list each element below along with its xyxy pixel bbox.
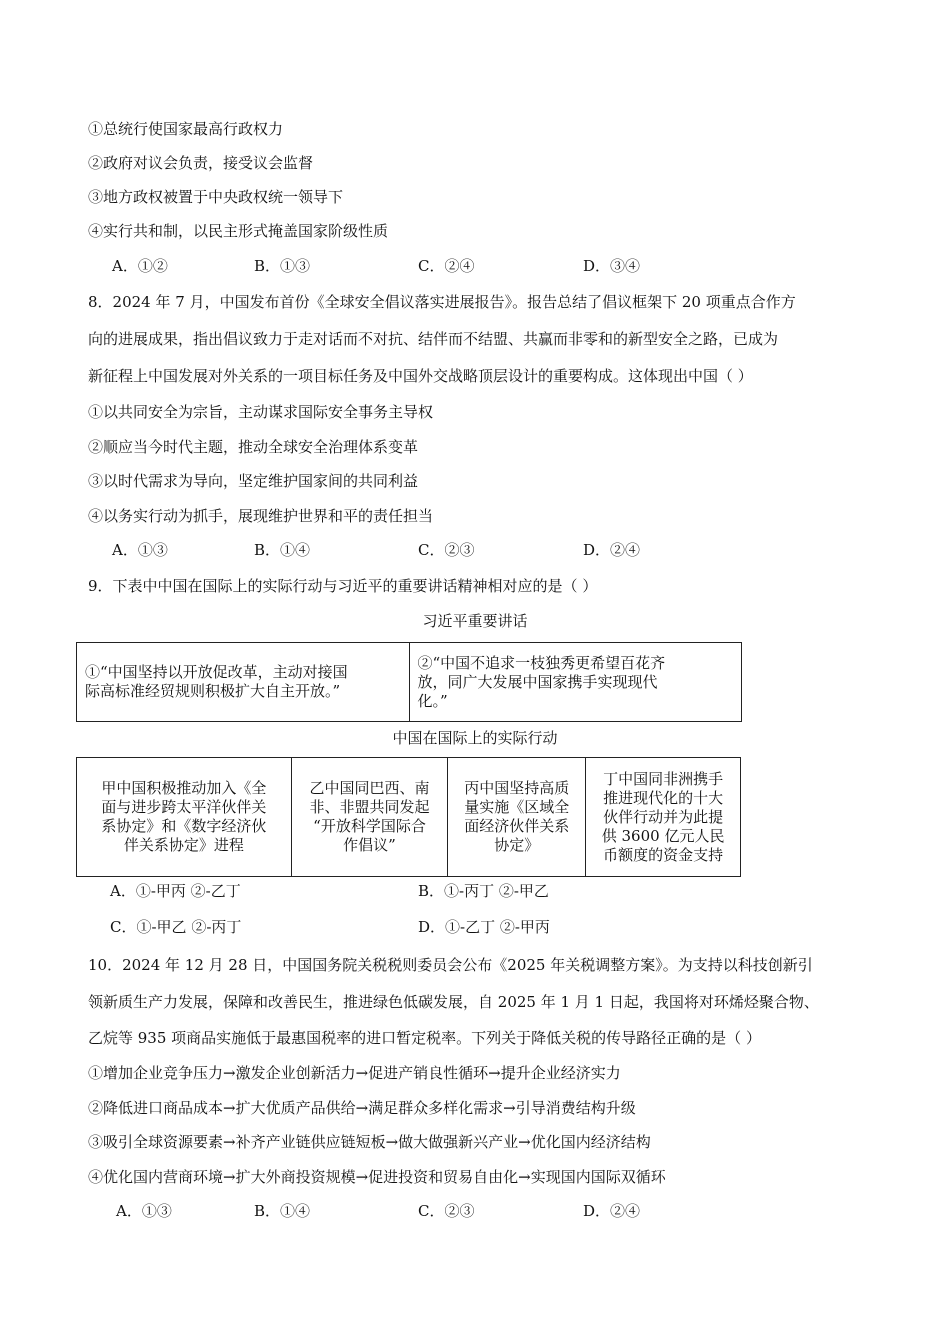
action-jia-line-1: 甲中国积极推动加入《全 xyxy=(101,779,267,797)
action-ding-line-2: 推进现代化的十大 xyxy=(603,788,724,807)
q8-stem-line-1: 8．2024 年 7 月，中国发布首份《全球安全倡议落实进展报告》。报告总结了倡议框架下 20 项重点合作方 xyxy=(88,293,796,311)
q8-option-c[interactable]: C．②③ xyxy=(418,541,475,559)
action-yi-line-1: 乙中国同巴西、南 xyxy=(309,779,430,797)
action-cell-ding xyxy=(586,758,741,877)
action-ding-line-1: 丁中国同非洲携手 xyxy=(603,769,724,788)
q9-option-c[interactable]: C．①-甲乙 ②-丙丁 xyxy=(110,918,242,936)
q10-item-1: ①增加企业竞争压力→激发企业创新活力→促进产销良性循环→提升企业经济实力 xyxy=(88,1064,621,1082)
q10-option-c[interactable]: C．②③ xyxy=(418,1202,475,1220)
q7-item-3: ③地方政权被置于中央政权统一领导下 xyxy=(88,188,344,206)
q8-item-3: ③以时代需求为导向，坚定维护国家间的共同利益 xyxy=(88,472,419,490)
action-yi-line-4: 作倡议” xyxy=(343,836,396,854)
action-bing-line-2: 量实施《区域全 xyxy=(464,798,570,816)
actions-table xyxy=(76,757,741,877)
action-ding-line-5: 币额度的资金支持 xyxy=(603,845,724,864)
action-bing-line-1: 丙中国坚持高质 xyxy=(464,779,570,797)
table2-title: 中国在国际上的实际行动 xyxy=(392,729,558,747)
q9-option-d[interactable]: D．①-乙丁 ②-甲丙 xyxy=(418,918,550,936)
q7-item-4: ④实行共和制，以民主形式掩盖国家阶级性质 xyxy=(88,222,389,240)
action-cell-jia xyxy=(77,758,292,877)
q8-item-2: ②顺应当今时代主题，推动全球安全治理体系变革 xyxy=(88,438,419,456)
q8-stem-line-2: 向的进展成果，指出倡议致力于走对话而不对抗、结伴而不结盟、共赢而非零和的新型安全之路，已成为 xyxy=(88,330,779,348)
q8-option-d[interactable]: D．②④ xyxy=(583,541,641,559)
q10-option-b[interactable]: B．①④ xyxy=(254,1202,311,1220)
q10-item-2: ②降低进口商品成本→扩大优质产品供给→满足群众多样化需求→引导消费结构升级 xyxy=(88,1099,636,1117)
q7-item-2: ②政府对议会负责，接受议会监督 xyxy=(88,154,314,172)
action-bing-line-4: 协定》 xyxy=(494,836,540,854)
q9-option-b[interactable]: B．①-丙丁 ②-甲乙 xyxy=(418,882,549,900)
q10-option-d[interactable]: D．②④ xyxy=(583,1202,641,1220)
action-bing-line-3: 面经济伙伴关系 xyxy=(464,817,570,835)
speech2-line-3: 化。” xyxy=(417,691,448,710)
q10-stem-line-1: 10．2024 年 12 月 28 日，中国国务院关税税则委员会公布《2025 年关税调整方案》。为支持以科技创新引 xyxy=(88,956,813,974)
speech1-line-1: ①“中国坚持以开放促改革，主动对接国 xyxy=(85,663,348,681)
action-cell-yi xyxy=(291,758,448,877)
q7-option-b[interactable]: B．①③ xyxy=(254,257,311,275)
action-jia-line-2: 面与进步跨太平洋伙伴关 xyxy=(101,798,267,816)
q9-stem: 9．下表中中国在国际上的实际行动与习近平的重要讲话精神相对应的是（ ） xyxy=(88,577,598,595)
q10-item-3: ③吸引全球资源要素→补齐产业链供应链短板→做大做强新兴产业→优化国内经济结构 xyxy=(88,1133,651,1151)
action-ding-line-4: 供 3600 亿元人民 xyxy=(601,826,725,845)
q8-stem-line-3: 新征程上中国发展对外关系的一项目标任务及中国外交战略顶层设计的重要构成。这体现出中国（ ） xyxy=(88,367,753,385)
q8-option-a[interactable]: A．①③ xyxy=(112,541,168,559)
q10-stem-line-3: 乙烷等 935 项商品实施低于最惠国税率的进口暂定税率。下列关于降低关税的传导路径正确的是（ ） xyxy=(88,1029,761,1047)
q10-item-4: ④优化国内营商环境→扩大外商投资规模→促进投资和贸易自由化→实现国内国际双循环 xyxy=(88,1168,666,1186)
q7-option-a[interactable]: A．①② xyxy=(112,257,168,275)
q10-option-a[interactable]: A．①③ xyxy=(116,1202,172,1220)
speech1-line-2: 际高标准经贸规则积极扩大自主开放。” xyxy=(85,682,341,700)
speech-table xyxy=(76,642,742,722)
action-yi-line-2: 非、非盟共同发起 xyxy=(309,798,430,816)
speech-cell-1 xyxy=(77,643,410,722)
table1-title: 习近平重要讲话 xyxy=(422,612,528,630)
q9-option-a[interactable]: A．①-甲丙 ②-乙丁 xyxy=(110,882,241,900)
action-cell-bing xyxy=(448,758,586,877)
q7-option-c[interactable]: C．②④ xyxy=(418,257,475,275)
q7-item-1: ①总统行使国家最高行政权力 xyxy=(88,120,284,138)
q10-stem-line-2: 领新质生产力发展，保障和改善民生，推进绿色低碳发展，自 2025 年 1 月 1 日起，我国将对环烯烃聚合物、 xyxy=(88,993,819,1011)
action-ding-line-3: 伙伴行动并为此提 xyxy=(603,807,724,826)
speech2-line-2: 放，同广大发展中国家携手实现现代 xyxy=(417,672,658,691)
q8-item-4: ④以务实行动为抓手，展现维护世界和平的责任担当 xyxy=(88,507,434,525)
q8-item-1: ①以共同安全为宗旨，主动谋求国际安全事务主导权 xyxy=(88,403,434,421)
q7-option-d[interactable]: D．③④ xyxy=(583,257,641,275)
action-yi-line-3: “开放科学国际合 xyxy=(313,817,426,835)
speech-cell-2 xyxy=(409,643,742,722)
speech2-line-1: ②“中国不追求一枝独秀更希望百花齐 xyxy=(417,653,666,672)
q8-option-b[interactable]: B．①④ xyxy=(254,541,311,559)
action-jia-line-3: 系协定》和《数字经济伙 xyxy=(101,817,267,835)
action-jia-line-4: 伴关系协定》进程 xyxy=(123,836,244,854)
